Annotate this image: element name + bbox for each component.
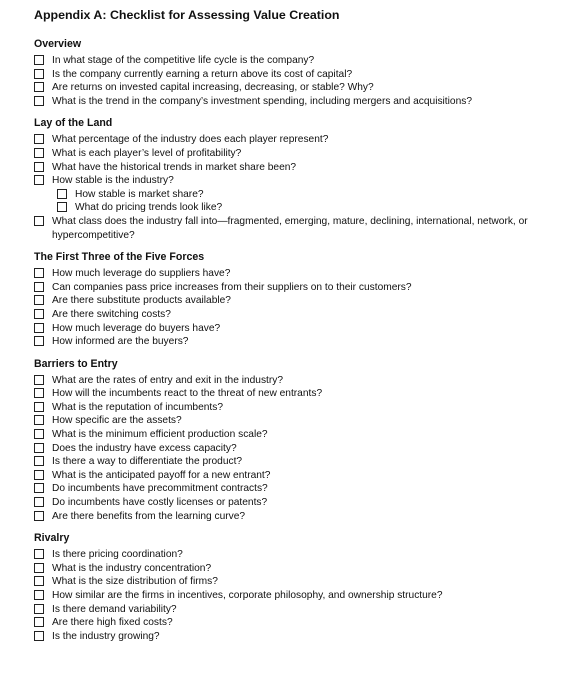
checklist-item (34, 133, 574, 147)
checkbox[interactable] (34, 96, 44, 106)
checklist-item (34, 215, 574, 242)
checklist-item (34, 630, 574, 644)
checklist-item (34, 161, 574, 175)
checklist-item-text: How will the incumbents react to the threat of new entrants? (52, 388, 323, 400)
checklist-item-text: Is the company currently earning a return above its cost of capital? (52, 68, 353, 80)
checkbox[interactable] (34, 148, 44, 158)
checklist-item-text: Is there a way to differentiate the product? (52, 456, 243, 468)
checkbox[interactable] (34, 549, 44, 559)
checklist-item-text: What class does the industry fall into—fragmented, emerging, mature, declining, international, network, or hypercompetitive? (52, 215, 528, 241)
checklist-item-text: How specific are the assets? (52, 415, 182, 427)
checklist-item-text: Are there switching costs? (52, 308, 171, 320)
checklist-item-text: Do incumbents have precommitment contracts? (52, 483, 268, 495)
section-heading: Barriers to Entry (34, 357, 118, 370)
checklist-item-text: Can companies pass price increases from their suppliers on to their customers? (52, 281, 412, 293)
checklist-item (34, 95, 574, 109)
checklist-item-text: Are there substitute products available? (52, 295, 231, 307)
section-heading: Rivalry (34, 532, 70, 545)
checklist-item (34, 496, 574, 510)
checklist-item-text: What is the trend in the company’s investment spending, including mergers and acquisitions? (52, 95, 472, 107)
checkbox[interactable] (34, 402, 44, 412)
checkbox[interactable] (34, 456, 44, 466)
checklist-item (34, 387, 574, 401)
checklist-item (34, 308, 574, 322)
checkbox[interactable] (34, 69, 44, 79)
checklist-item-text: Are returns on invested capital increasing, decreasing, or stable? Why? (52, 82, 374, 94)
checkbox[interactable] (34, 82, 44, 92)
checklist-item (34, 442, 574, 456)
checkbox[interactable] (34, 429, 44, 439)
checklist-item (34, 267, 574, 281)
checklist-item-text: What is the minimum efficient production scale? (52, 429, 268, 441)
checkbox[interactable] (34, 415, 44, 425)
checkbox[interactable] (34, 590, 44, 600)
checklist-item (34, 414, 574, 428)
checkbox[interactable] (34, 295, 44, 305)
checklist-item (34, 322, 574, 336)
checklist-sections (34, 37, 574, 643)
section-heading: Overview (34, 38, 82, 50)
checklist-items (34, 133, 574, 242)
checklist-item-text: What have the historical trends in market share been? (52, 161, 297, 173)
checkbox[interactable] (34, 134, 44, 144)
checklist-items (34, 548, 574, 643)
checklist-item-text: What is the reputation of incumbents? (52, 401, 224, 413)
checklist-item (34, 510, 574, 524)
checklist-item-text: How stable is the industry? (52, 175, 174, 187)
checklist-item-text: What are the rates of entry and exit in the industry? (52, 374, 284, 386)
checklist-item-text: What is each player’s level of profitability? (52, 147, 242, 159)
checkbox[interactable] (34, 323, 44, 333)
checkbox[interactable] (34, 55, 44, 65)
checklist-item (34, 589, 574, 603)
checklist-items (34, 267, 574, 349)
checklist-item (34, 603, 574, 617)
checklist-item (34, 81, 574, 95)
checklist-section (34, 116, 574, 242)
checkbox[interactable] (34, 216, 44, 226)
checklist-item-text: In what stage of the competitive life cycle is the company? (52, 55, 315, 66)
checklist-item-text: Is there pricing coordination? (52, 549, 183, 561)
section-heading: The First Three of the Five Forces (34, 251, 205, 264)
checklist-item-text: How stable is market share? (75, 188, 204, 200)
checkbox[interactable] (34, 511, 44, 521)
checklist-item-text: Do incumbents have costly licenses or patents? (52, 497, 268, 509)
checkbox[interactable] (34, 443, 44, 453)
checklist-section (34, 357, 574, 524)
checkbox[interactable] (34, 470, 44, 480)
checklist-item-text: How much leverage do buyers have? (52, 322, 221, 334)
checklist-item (34, 335, 574, 349)
checklist-item (34, 469, 574, 483)
checkbox[interactable] (34, 497, 44, 507)
checklist-item-text: Is there demand variability? (52, 603, 177, 615)
page-title: Appendix A: Checklist for Assessing Value Creation (34, 8, 340, 22)
checklist-item (34, 294, 574, 308)
checkbox[interactable] (34, 268, 44, 278)
checklist-item-text: What is the industry concentration? (52, 562, 212, 574)
checkbox[interactable] (34, 336, 44, 346)
checklist-item (34, 455, 574, 469)
checklist-item-text: How similar are the firms in incentives, corporate philosophy, and ownership structure? (52, 590, 443, 601)
checklist-item (34, 482, 574, 496)
checkbox[interactable] (57, 189, 67, 199)
checklist-item-text: What percentage of the industry does each player represent? (52, 134, 329, 146)
checklist-section (34, 250, 574, 349)
checklist-subitem (34, 188, 574, 202)
checklist-item (34, 616, 574, 630)
checklist-item (34, 428, 574, 442)
checklist-item (34, 54, 574, 68)
checklist-item-text: What is the size distribution of firms? (52, 576, 218, 588)
checklist-item (34, 174, 574, 188)
checklist-item-text: What do pricing trends look like? (75, 202, 223, 214)
checkbox[interactable] (34, 309, 44, 319)
checklist-item-text: What is the anticipated payoff for a new entrant? (52, 469, 271, 481)
checkbox[interactable] (34, 175, 44, 185)
checklist-section (34, 531, 574, 643)
checklist-item (34, 68, 574, 82)
checklist-item-text: How much leverage do suppliers have? (52, 268, 231, 280)
checkbox[interactable] (34, 604, 44, 614)
checkbox[interactable] (34, 282, 44, 292)
checklist-subitem (34, 201, 574, 215)
checklist-item (34, 374, 574, 388)
checklist-items (34, 54, 574, 108)
checkbox[interactable] (34, 162, 44, 172)
checklist-items (34, 374, 574, 524)
checkbox[interactable] (34, 631, 44, 641)
checklist-page (34, 7, 574, 651)
section-heading: Lay of the Land (34, 117, 113, 130)
checklist-item-text: Are there high fixed costs? (52, 617, 173, 629)
checkbox[interactable] (34, 483, 44, 493)
checkbox[interactable] (34, 563, 44, 573)
checklist-item (34, 401, 574, 415)
checklist-item (34, 548, 574, 562)
checklist-item (34, 562, 574, 576)
checkbox[interactable] (57, 202, 67, 212)
checklist-item-text: How informed are the buyers? (52, 336, 189, 348)
checkbox[interactable] (34, 617, 44, 627)
checkbox[interactable] (34, 576, 44, 586)
checklist-item (34, 575, 574, 589)
checklist-item-text: Is the industry growing? (52, 630, 160, 642)
checklist-item (34, 281, 574, 295)
checkbox[interactable] (34, 388, 44, 398)
checklist-item-text: Are there benefits from the learning curve? (52, 510, 246, 522)
checklist-item-text: Does the industry have excess capacity? (52, 442, 237, 454)
checkbox[interactable] (34, 375, 44, 385)
checklist-item (34, 147, 574, 161)
checklist-section (34, 37, 574, 108)
